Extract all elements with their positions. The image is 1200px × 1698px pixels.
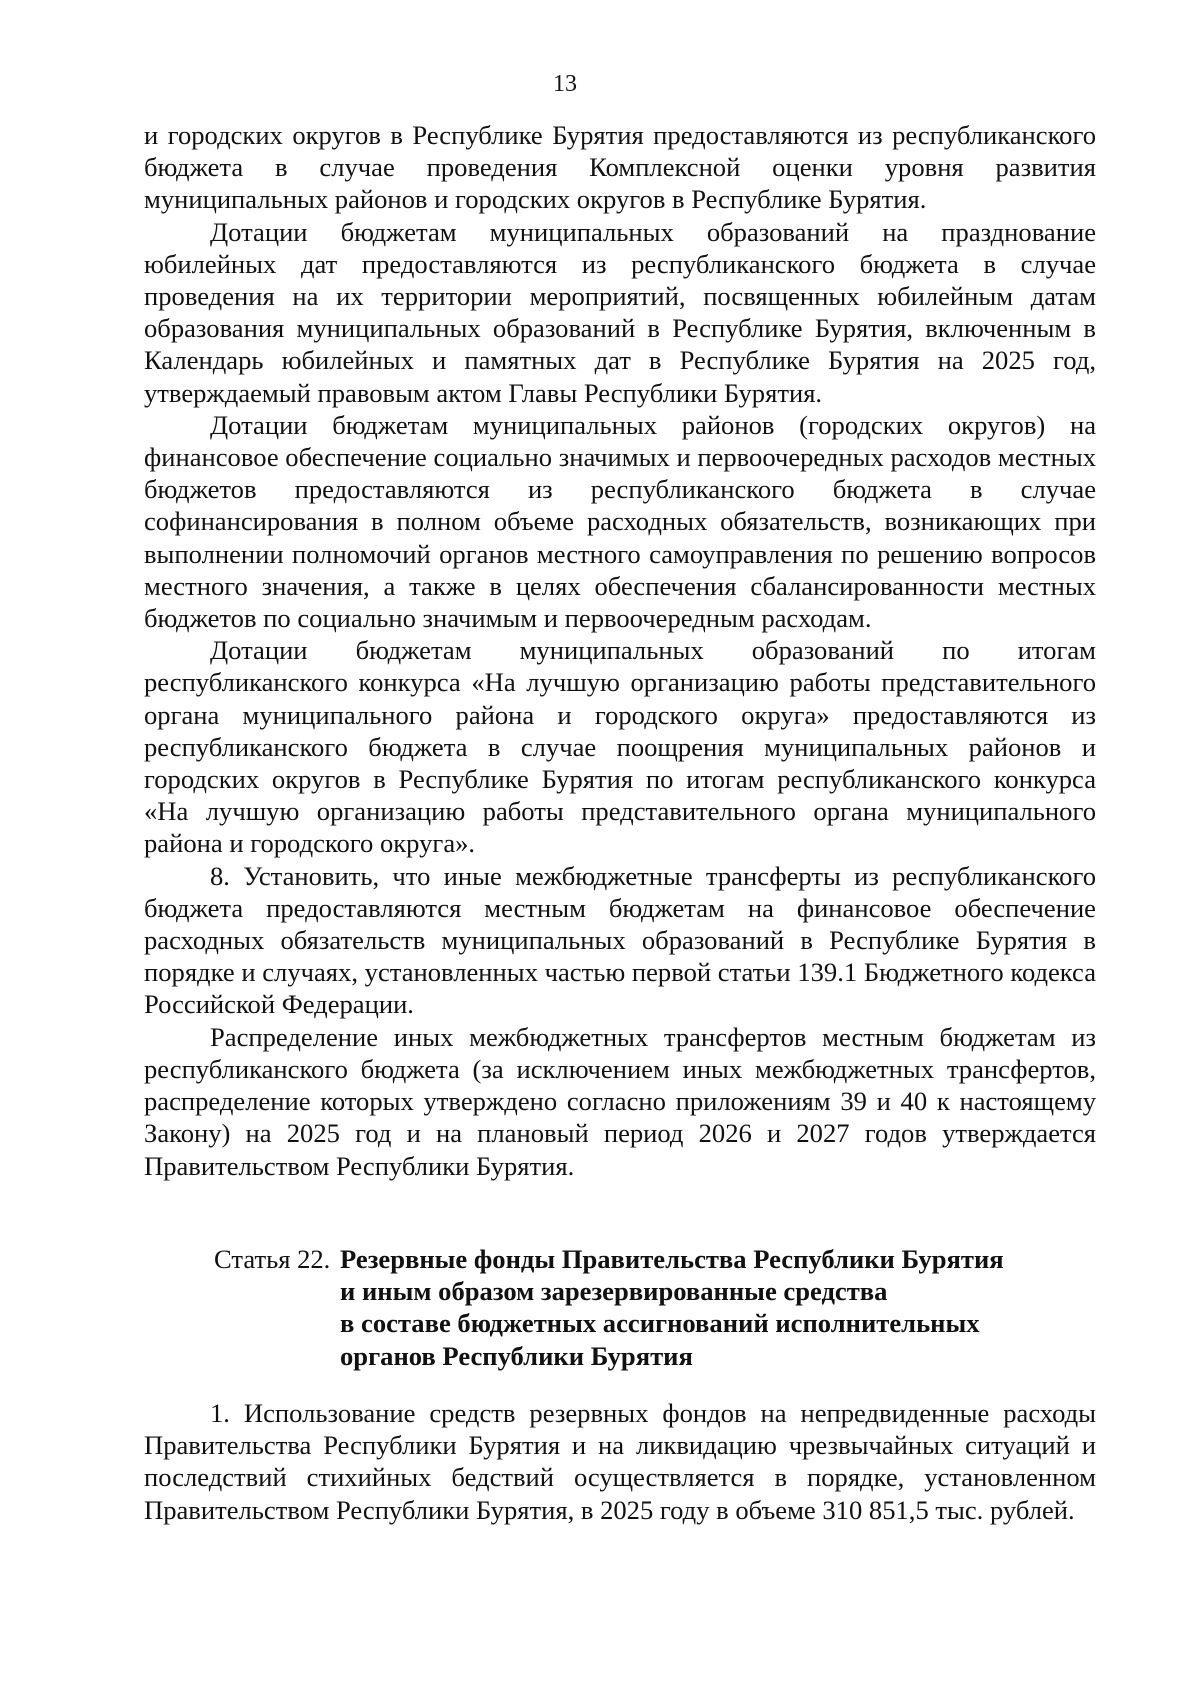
article-title-line: и иным образом зарезервированные средства: [340, 1276, 888, 1307]
article-title: [340, 1243, 1080, 1372]
paragraph: Дотации бюджетам муниципальных образований на празднование юбилейных дат предоставляются из республиканского бюджета в случае проведения на их территории мероприятий, посвященных юбилейным датам образования муниципальных образований в Республике Бурятия, включенным в Календарь юбилейных и памятных дат в Республике Бурятия на 2025 год, утверждаемый правовым актом Главы Республики Бурятия.: [144, 216, 1096, 408]
article-title-line: Резервные фонды Правительства Республики Бурятия: [340, 1244, 1004, 1274]
paragraph: и городских округов в Республике Бурятия предоставляются из республиканского бюджета в случае проведения Комплексной оценки уровня развития муниципальных районов и городских округов в Республике Бурятия.: [144, 120, 1096, 215]
paragraph: Дотации бюджетам муниципальных районов (городских округов) на финансовое обеспечение социально значимых и первоочередных расходов местных бюджетов предоставляются из республиканского бюджета в случае софинансирования в полном объеме расходных обязательств, возникающих при выполнении полномочий органов местного самоуправления по решению вопросов местного значения, а также в целях обеспечения сбалансированности местных бюджетов по социально значимым и первоочередным расходам.: [144, 409, 1096, 634]
article-body: [144, 1397, 1096, 1526]
paragraph: 1. Использование средств резервных фондов на непредвиденные расходы Правительства Республики Бурятия и на ликвидацию чрезвычайных ситуаций и последствий стихийных бедствий осуществляется в порядке, установленном Правительством Республики Бурятия, в 2025 году в объеме 310 851,5 тыс. рублей.: [144, 1398, 1096, 1525]
article-title-line: органов Республики Бурятия: [340, 1340, 693, 1371]
paragraph: Распределение иных межбюджетных трансфертов местным бюджетам из республиканского бюджета (за исключением иных межбюджетных трансфертов, распределение которых утверждено согласно приложениям 39 и 40 к настоящему Закону) на 2025 год и на плановый период 2026 и 2027 годов утверждается Правительством Республики Бурятия.: [144, 1021, 1096, 1181]
article-title-line: в составе бюджетных ассигнований исполнительных: [340, 1308, 980, 1339]
body-text: [144, 119, 1096, 1182]
paragraph: Дотации бюджетам муниципальных образований по итогам республиканского конкурса «На лучшую организацию работы представительного органа муниципального района и городского округа» предоставляются из республиканского бюджета в случае поощрения муниципальных районов и городских округов в Республике Бурятия по итогам республиканского конкурса «На лучшую организацию работы представительного органа муниципального района и городского округа».: [144, 635, 1096, 859]
paragraph: 8. Установить, что иные межбюджетные трансферты из республиканского бюджета предоставляются местным бюджетам на финансовое обеспечение расходных обязательств муниципальных образований в Республике Бурятия в порядке и случаях, установленных частью первой статьи 139.1 Бюджетного кодекса Российской Федерации.: [144, 860, 1096, 1020]
page-number: 13: [553, 71, 577, 97]
article-heading: [214, 1243, 1114, 1372]
article-label: Статья 22.: [214, 1244, 331, 1274]
